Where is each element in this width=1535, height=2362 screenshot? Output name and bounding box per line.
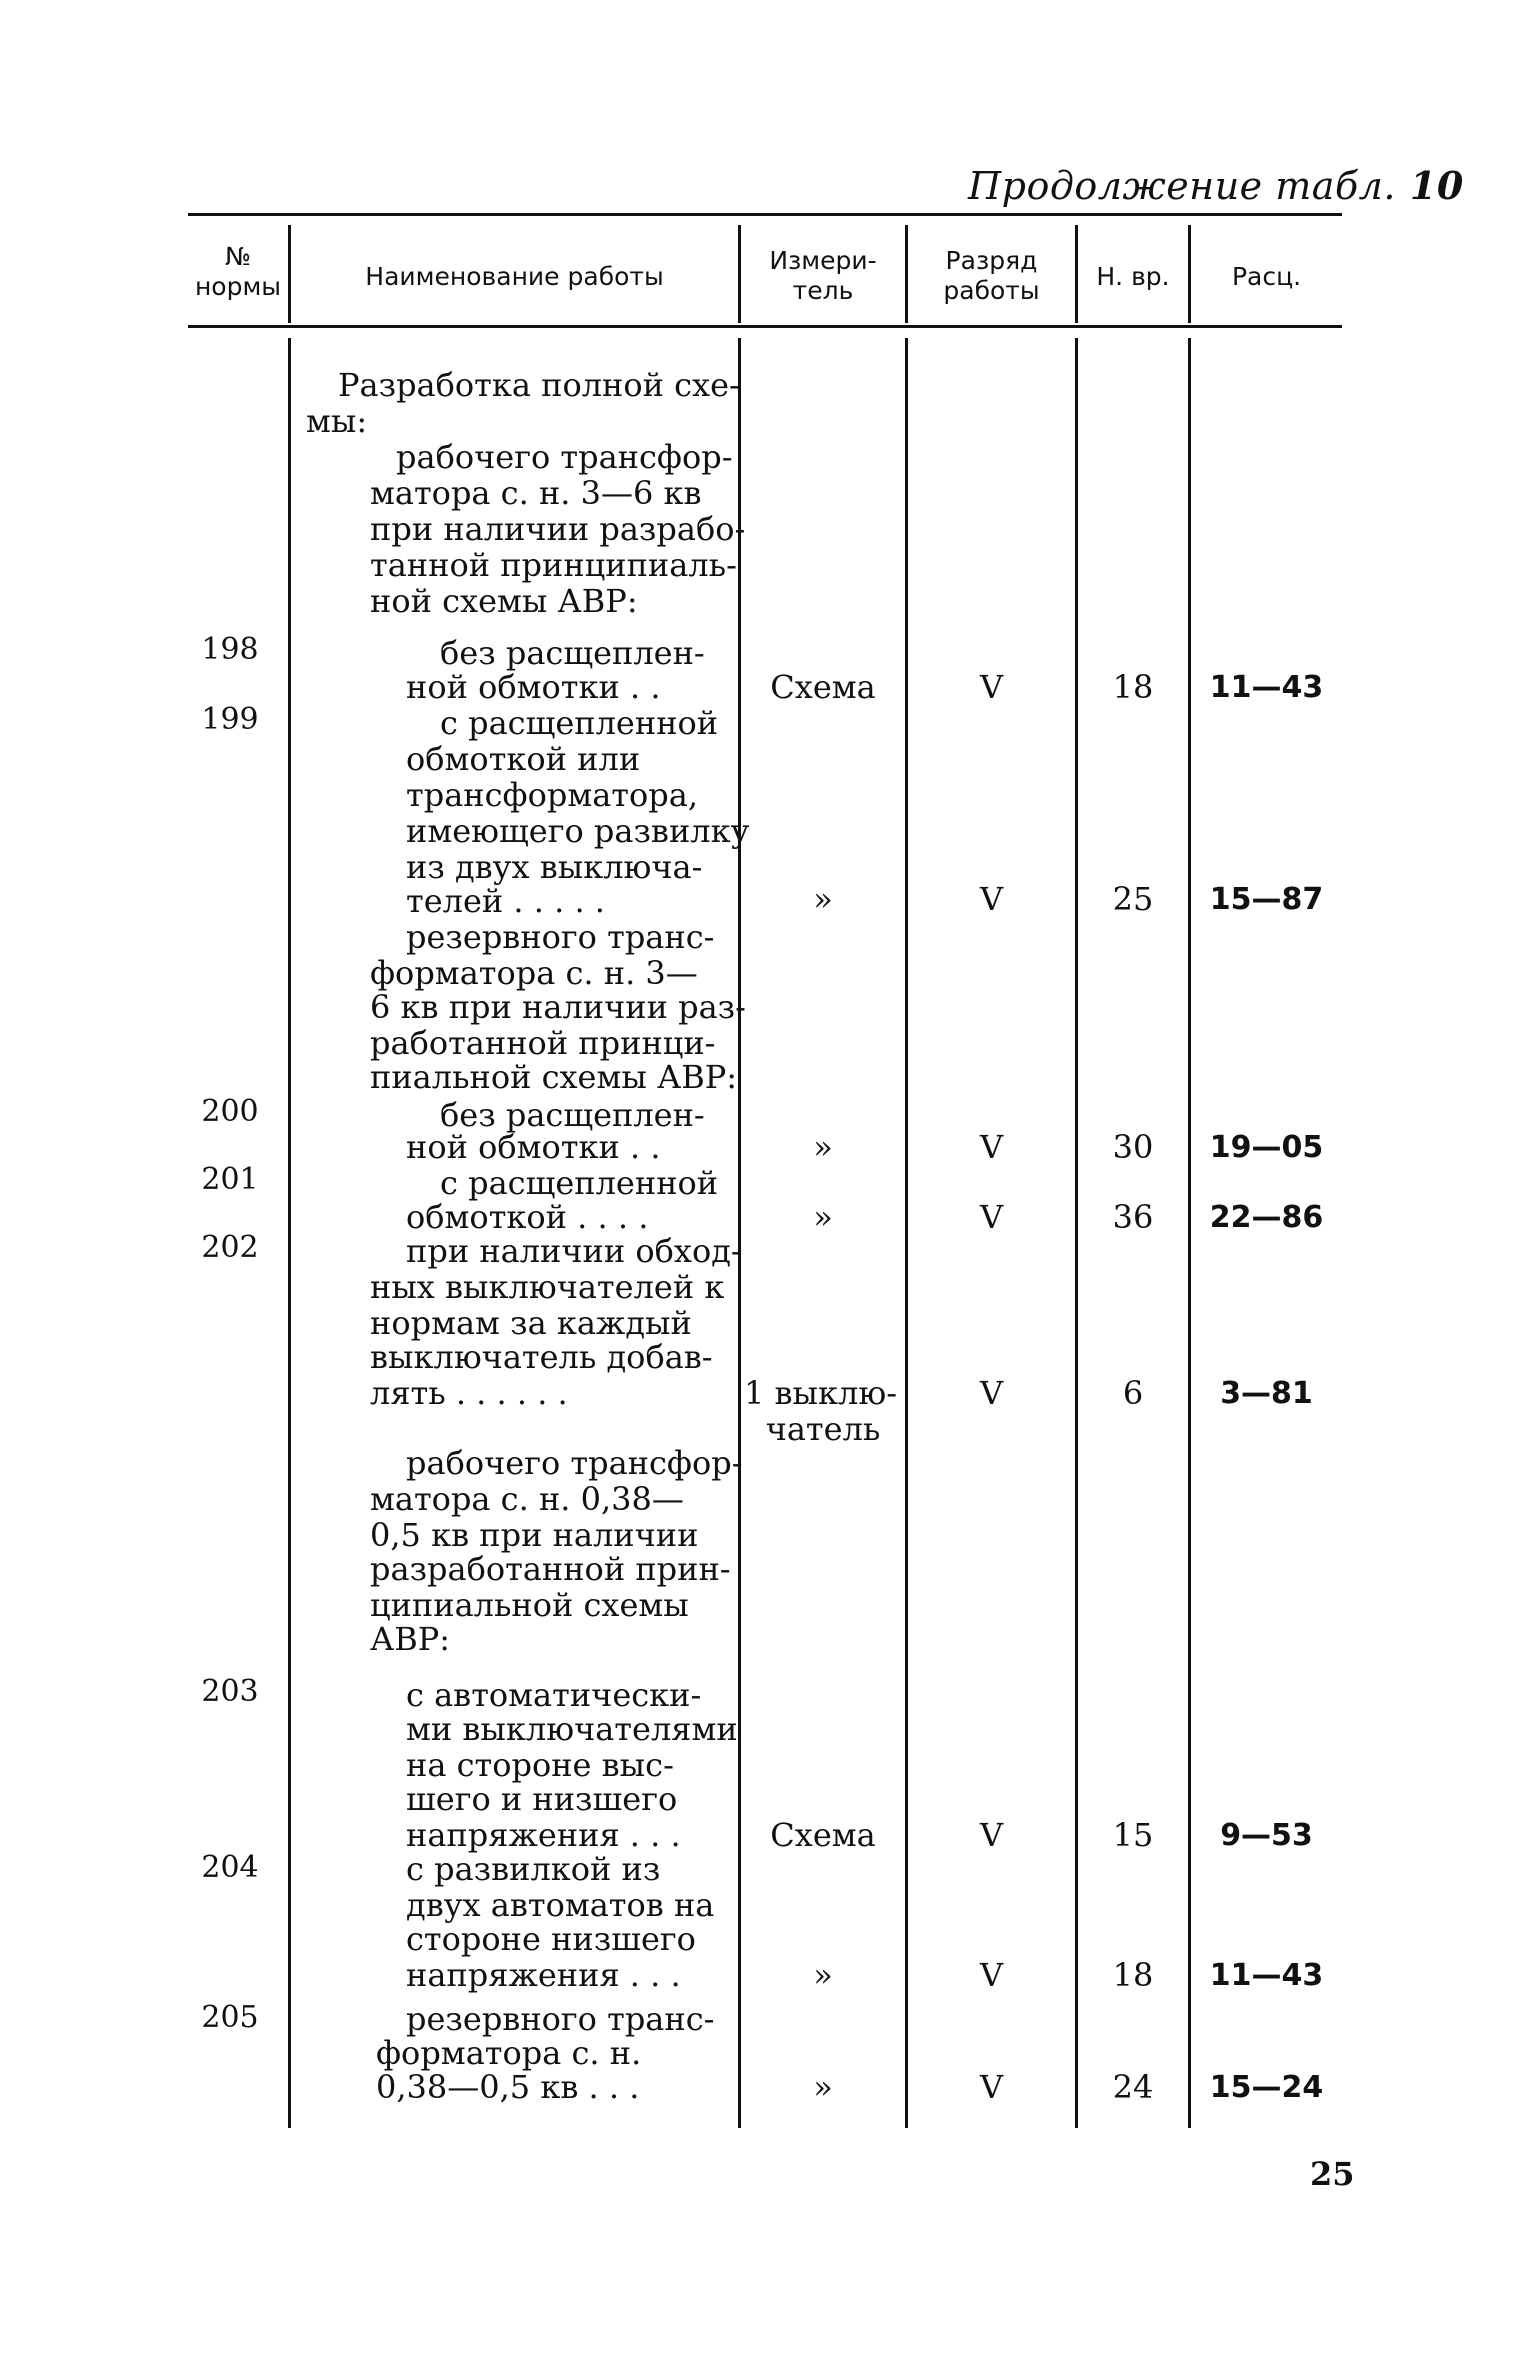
name-line: танной принципиаль- <box>370 546 737 584</box>
norm-number: 199 <box>201 702 259 737</box>
name-line: ных выключателей к <box>370 1268 725 1306</box>
grade-cell: V <box>979 2068 1004 2106</box>
unit-cell: » <box>813 1128 833 1166</box>
norm-number: 203 <box>201 1674 259 1709</box>
rate-cell: 19—05 <box>1209 1130 1324 1165</box>
header-num-line2: нормы <box>194 272 282 301</box>
unit-cell: » <box>813 1198 833 1236</box>
unit-cell: » <box>813 1956 833 1994</box>
name-line: пиальной схемы АВР: <box>370 1058 738 1096</box>
name-line: матора с. н. 0,38— <box>370 1480 684 1518</box>
name-line: ципиальной схемы <box>370 1586 689 1624</box>
norm-number: 202 <box>201 1230 259 1265</box>
header-num <box>188 242 288 302</box>
name-line: имеющего развилку <box>406 812 750 850</box>
name-line: при наличии обход- <box>406 1232 742 1270</box>
name-line: с автоматически- <box>406 1676 702 1714</box>
name-line: при наличии разрабо- <box>370 510 746 548</box>
name-line: работанной принци- <box>370 1024 716 1062</box>
name-line: 0,5 кв при наличии <box>370 1516 699 1554</box>
name-line: без расщеплен- <box>440 634 705 672</box>
name-line: напряжения . . . <box>406 1816 681 1854</box>
norm-number: 198 <box>201 632 259 667</box>
time-cell: 24 <box>1112 2068 1154 2106</box>
name-line: ной обмотки . . <box>406 668 661 706</box>
header-name <box>291 262 738 292</box>
rate-cell: 11—43 <box>1209 670 1324 705</box>
norm-number: 205 <box>201 2000 259 2035</box>
name-line: обмоткой или <box>406 740 641 778</box>
name-line: лять . . . . . . <box>370 1374 568 1412</box>
rate-cell: 22—86 <box>1209 1200 1324 1235</box>
rate-cell: 9—53 <box>1220 1818 1313 1853</box>
grade-cell: V <box>979 880 1004 918</box>
name-line: двух автоматов на <box>406 1886 715 1924</box>
unit-cell: » <box>813 880 833 918</box>
name-line: шего и низшего <box>406 1780 678 1818</box>
name-line: 6 кв при наличии раз- <box>370 988 746 1026</box>
time-cell: 30 <box>1112 1128 1154 1166</box>
rate-cell: 15—24 <box>1209 2070 1324 2105</box>
header-time-label: Н. вр. <box>1096 262 1170 291</box>
rate-cell: 3—81 <box>1220 1376 1313 1411</box>
name-line: резервного транс- <box>406 918 715 956</box>
time-cell: 18 <box>1112 1956 1154 1994</box>
name-line: с развилкой из <box>406 1850 661 1888</box>
time-cell: 25 <box>1112 880 1154 918</box>
grade-cell: V <box>979 668 1004 706</box>
name-line: на стороне выс- <box>406 1746 674 1784</box>
time-cell: 15 <box>1112 1816 1154 1854</box>
name-line: 0,38—0,5 кв . . . <box>376 2068 640 2106</box>
time-cell: 6 <box>1122 1374 1144 1412</box>
caption-text: Продолжение табл. <box>968 164 1396 208</box>
time-cell: 18 <box>1112 668 1154 706</box>
name-line: напряжения . . . <box>406 1956 681 1994</box>
page-number: 25 <box>1310 2155 1355 2193</box>
name-line: ной схемы АВР: <box>370 582 638 620</box>
norm-number: 204 <box>201 1850 259 1885</box>
header-grade <box>908 246 1075 306</box>
name-line: разработанной прин- <box>370 1550 731 1588</box>
header-num-line1: № <box>224 242 251 271</box>
norm-number: 201 <box>201 1162 259 1197</box>
name-line: АВР: <box>370 1620 451 1658</box>
header-top-rule <box>188 213 1342 216</box>
header-grade-line2: работы <box>943 276 1040 305</box>
name-line: с расщепленной <box>440 704 719 742</box>
header-unit <box>741 246 905 306</box>
rate-cell: 15—87 <box>1209 882 1324 917</box>
grade-cell: V <box>979 1816 1004 1854</box>
name-line: выключатель добав- <box>370 1338 713 1376</box>
header-rate <box>1191 262 1342 292</box>
name-line: с расщепленной <box>440 1164 719 1202</box>
grade-cell: V <box>979 1198 1004 1236</box>
unit-cell-line1: 1 выклю- <box>744 1374 898 1412</box>
time-cell: 36 <box>1112 1198 1154 1236</box>
header-bottom-rule <box>188 325 1342 328</box>
name-line: мы: <box>306 402 368 440</box>
unit-cell: Схема <box>770 1816 876 1854</box>
name-line: без расщеплен- <box>440 1096 705 1134</box>
grade-cell: V <box>979 1128 1004 1166</box>
name-line: телей . . . . . <box>406 882 605 920</box>
header-unit-line1: Измери- <box>769 246 877 275</box>
name-line: рабочего трансфор- <box>406 1444 743 1482</box>
name-line: из двух выключа- <box>406 848 703 886</box>
name-line: Разработка полной схе- <box>338 366 740 404</box>
name-line: ми выключателями <box>406 1710 738 1748</box>
unit-cell: Схема <box>770 668 876 706</box>
name-line: резервного транс- <box>406 2000 715 2038</box>
norm-number: 200 <box>201 1094 259 1129</box>
rate-cell: 11—43 <box>1209 1958 1324 1993</box>
unit-cell: » <box>813 2068 833 2106</box>
body-divider-1 <box>288 338 291 2128</box>
unit-cell-line2: чатель <box>765 1410 881 1448</box>
name-line: рабочего трансфор- <box>396 438 733 476</box>
header-name-label: Наименование работы <box>365 262 664 291</box>
header-rate-label: Расц. <box>1231 262 1302 291</box>
grade-cell: V <box>979 1956 1004 1994</box>
name-line: форматора с. н. 3— <box>370 954 698 992</box>
name-line: ной обмотки . . <box>406 1128 661 1166</box>
name-line: форматора с. н. <box>376 2034 642 2072</box>
table-caption <box>968 163 1464 208</box>
name-line: нормам за каждый <box>370 1304 692 1342</box>
caption-table-number: 10 <box>1409 163 1464 208</box>
header-grade-line1: Разряд <box>945 246 1038 275</box>
name-line: матора с. н. 3—6 кв <box>370 474 702 512</box>
grade-cell: V <box>979 1374 1004 1412</box>
name-line: обмоткой . . . . <box>406 1198 649 1236</box>
name-line: трансформатора, <box>406 776 698 814</box>
header-unit-line2: тель <box>792 276 854 305</box>
header-time <box>1078 262 1188 292</box>
name-line: стороне низшего <box>406 1920 696 1958</box>
